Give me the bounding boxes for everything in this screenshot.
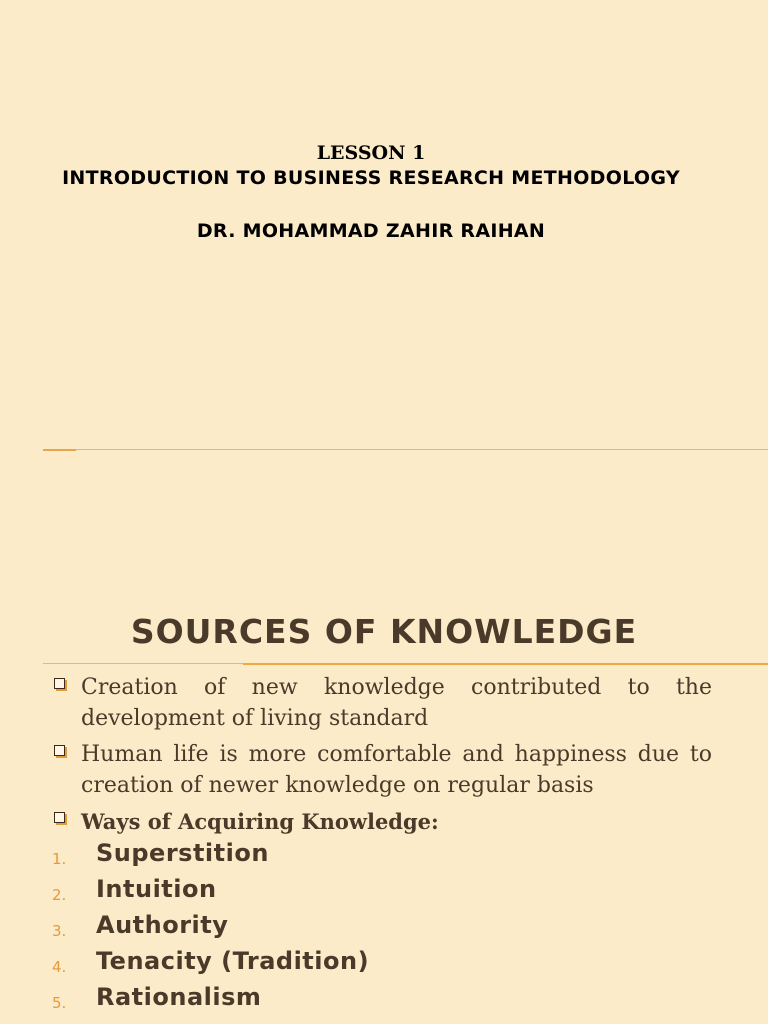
bullet-item (52, 806, 712, 837)
item-number: 3. (52, 922, 67, 940)
bullet-text: Ways of Acquiring Knowledge: (81, 809, 439, 834)
item-number: 5. (52, 994, 67, 1012)
title-underline (43, 663, 768, 664)
bullet-item (52, 739, 712, 801)
bullet-text: Human life is more comfortable and happiness due to creation of newer knowledge on regular basis (81, 742, 712, 798)
item-label: Authority (96, 911, 229, 939)
item-number: 4. (52, 958, 67, 976)
list-item (52, 838, 712, 874)
item-label: Superstition (96, 839, 269, 867)
title-slide (0, 0, 768, 452)
slide-divider (43, 449, 768, 450)
lesson-label: LESSON 1 (316, 142, 426, 164)
list-item (52, 874, 712, 910)
course-title: INTRODUCTION TO BUSINESS RESEARCH METHODOLOGY (62, 167, 680, 189)
slide-title: SOURCES OF KNOWLEDGE (130, 612, 638, 651)
square-bullet-icon (54, 745, 65, 756)
author-name: DR. MOHAMMAD ZAHIR RAIHAN (196, 220, 546, 242)
square-bullet-icon (54, 812, 65, 823)
ways-list (52, 838, 712, 1018)
square-bullet-icon (54, 678, 65, 689)
bullet-list (52, 672, 712, 842)
list-item (52, 982, 712, 1018)
list-item (52, 946, 712, 982)
item-label: Tenacity (Tradition) (96, 947, 370, 975)
bullet-text: Creation of new knowledge contributed to the development of living standard (81, 675, 712, 731)
item-label: Rationalism (96, 983, 262, 1011)
list-item (52, 910, 712, 946)
item-label: Intuition (96, 875, 217, 903)
item-number: 2. (52, 886, 67, 904)
item-number: 1. (52, 850, 67, 868)
bullet-item (52, 672, 712, 734)
